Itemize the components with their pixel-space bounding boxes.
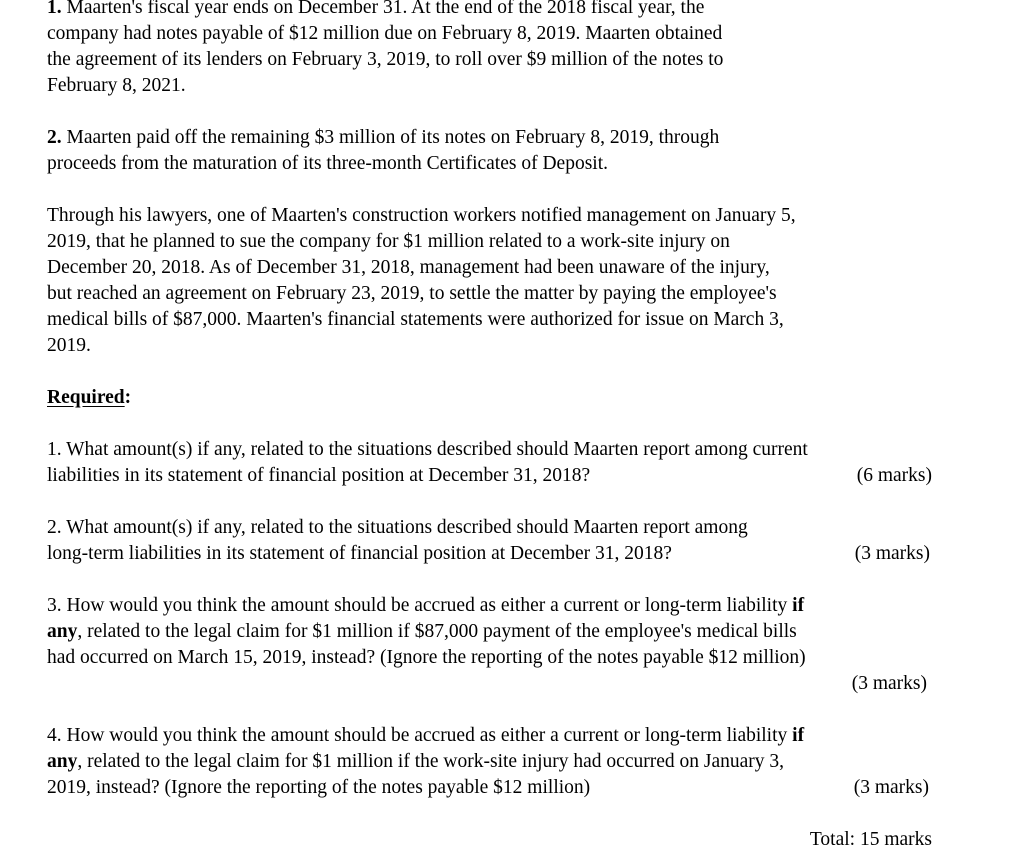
- item-1-line-4: February 8, 2021.: [47, 75, 186, 96]
- question-2-marks: (3 marks): [854, 543, 930, 564]
- question-4-line-2: any, related to the legal claim for $1 million if the work-site injury had occurred on January 3,: [47, 751, 785, 772]
- lawsuit-line-5: medical bills of $87,000. Maarten's financial statements were authorized for issue on March 3,: [47, 309, 784, 330]
- total-marks: Total: 15 marks: [809, 829, 932, 850]
- question-3-line-3: had occurred on March 15, 2019, instead? (Ignore the reporting of the notes payable $12 million): [47, 647, 806, 668]
- lawsuit-line-4: but reached an agreement on February 23, 2019, to settle the matter by paying the employee's: [47, 283, 777, 304]
- question-2-line-2: long-term liabilities in its statement of financial position at December 31, 2018?: [47, 543, 672, 564]
- item-2-line-2: proceeds from the maturation of its three-month Certificates of Deposit.: [47, 153, 608, 174]
- question-4-line-3-row: [47, 775, 929, 801]
- item-1-line-2: company had notes payable of $12 million due on February 8, 2019. Maarten obtained: [47, 23, 723, 44]
- problem-document: [47, 0, 937, 853]
- item-1-number: 1.: [47, 0, 62, 18]
- lawsuit-line-1: Through his lawyers, one of Maarten's construction workers notified management on January 5,: [47, 205, 796, 226]
- question-3-marks: (3 marks): [851, 673, 927, 694]
- lawsuit-line-2: 2019, that he planned to sue the company for $1 million related to a work-site injury on: [47, 231, 730, 252]
- question-1-line-2-row: [47, 463, 932, 489]
- question-4-line-3: 2019, instead? (Ignore the reporting of the notes payable $12 million): [47, 777, 591, 798]
- item-1-line-3: the agreement of its lenders on February 3, 2019, to roll over $9 million of the notes to: [47, 49, 724, 70]
- question-1-line-2: liabilities in its statement of financial position at December 31, 2018?: [47, 465, 591, 486]
- lawsuit-line-6: 2019.: [47, 335, 91, 356]
- question-1-marks: (6 marks): [856, 465, 932, 486]
- question-4: [47, 723, 937, 801]
- question-2-line-1: 2. What amount(s) if any, related to the situations described should Maarten report among: [47, 517, 748, 538]
- question-4-marks: (3 marks): [853, 777, 929, 798]
- item-2-number: 2.: [47, 127, 62, 148]
- question-3-line-2: any, related to the legal claim for $1 million if $87,000 payment of the employee's medical bills: [47, 621, 797, 642]
- question-2-line-2-row: [47, 541, 930, 567]
- lawsuit-paragraph: [47, 203, 937, 359]
- question-4-line-1: 4. How would you think the amount should be accrued as either a current or long-term liability if: [47, 725, 805, 746]
- lawsuit-line-3: December 20, 2018. As of December 31, 2018, management had been unaware of the injury,: [47, 257, 770, 278]
- item-1-paragraph: [47, 0, 937, 99]
- question-1-line-1: 1. What amount(s) if any, related to the situations described should Maarten report among current: [47, 439, 808, 460]
- question-3-line-1: 3. How would you think the amount should be accrued as either a current or long-term liability if: [47, 595, 805, 616]
- item-2-line-1: 2. Maarten paid off the remaining $3 million of its notes on February 8, 2019, through: [47, 127, 720, 148]
- question-1: [47, 437, 937, 489]
- item-2-paragraph: [47, 125, 937, 177]
- question-2: [47, 515, 937, 567]
- question-3: [47, 593, 937, 697]
- item-1-line-1: 1. Maarten's fiscal year ends on December 31. At the end of the 2018 fiscal year, the: [47, 0, 937, 21]
- required-heading: Required:: [47, 387, 132, 408]
